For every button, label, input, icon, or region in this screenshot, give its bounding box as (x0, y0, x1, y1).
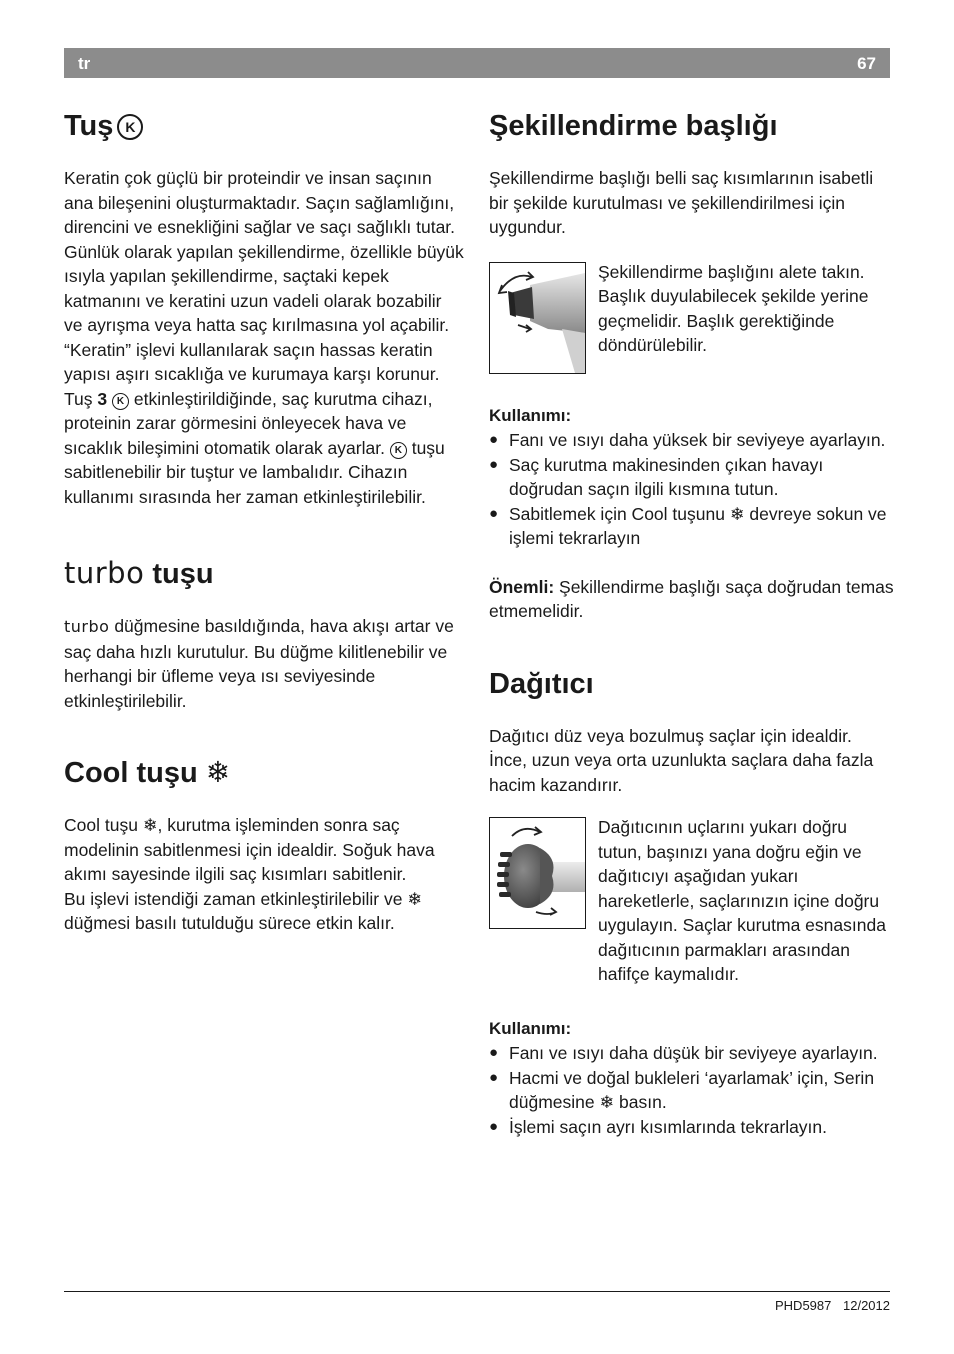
styling-intro: Şekillendirme başlığı belli saç kısımlarının isabetli bir şekilde kurutulması ve şekillendirilmesi için uygundur. (489, 168, 874, 237)
turbo-paragraph: turbo düğmesine basıldığında, hava akışı artar ve saç daha hızlı kurutulur. Bu düğme kilitlenebilir ve herhangi bir üfleme veya ısı seviyesinde etkinleştirilebilir. (64, 616, 454, 711)
left-column (64, 104, 464, 936)
k-symbol-icon: K (117, 114, 143, 140)
styling-figure-text: Şekillendirme başlığını alete takın. Başlık duyulabilecek şekilde yerine geçmelidir. Başlık gerektiğinde döndürülebilir. (598, 261, 869, 355)
page-number: 67 (857, 54, 876, 73)
diffuser-illustration (489, 817, 586, 929)
list-item: ● Saç kurutma makinesinden çıkan havayı doğrudan saçın ilgili kısmına tutun. (489, 453, 894, 502)
styling-figure-row (489, 260, 894, 374)
edition-date: 12/2012 (843, 1298, 890, 1313)
snowflake-icon: ❄ (142, 815, 158, 835)
diffuser-figure-row (489, 815, 894, 987)
list-item: ● Sabitlemek için Cool tuşunu ❄ devreye sokun ve işlemi tekrarlayın (489, 502, 894, 551)
diffuser-usage-list (489, 1041, 894, 1139)
keratin-paragraph-2: Tuş 3 K etkinleştirildiğinde, saç kurutma cihazı, proteinin zarar görmesini önleyecek hava ve sıcaklık bileşimini otomatik olarak ayarlar. K tuşu sabitlenebilir bir tuştur ve lambalıdır. Cihazın kullanımı sırasında her zaman etkinleştirilebilir. (64, 388, 445, 507)
list-item: ● Fanı ve ısıyı daha düşük bir seviyeye ayarlayın. (489, 1041, 894, 1066)
page-header (64, 48, 890, 78)
cool-paragraph: Cool tuşu ❄, kurutma işleminden sonra saç modelinin sabitlenmesi için idealdir. Soğuk hava akımı sayesinde ilgili saç kısımları sabitlenir. (64, 815, 435, 884)
list-item: ● Fanı ve ısıyı daha yüksek bir seviyeye ayarlayın. (489, 428, 894, 453)
section-title-styling-nozzle: Şekillendirme başlığı (489, 110, 778, 142)
right-column (489, 104, 894, 1139)
section-title-diffuser: Dağıtıcı (489, 667, 594, 700)
diffuser-figure-text: Dağıtıcının uçlarını yukarı doğru tutun, başınızı yana doğru eğin ve dağıtıcıyı aşağıdan yukarı hareketlerle, saçlarınızın içine doğru uygulayın. Saçlar kurutma esnasında dağıtıcının parmakları arasından hafifçe kaymalıdır. (598, 817, 886, 984)
language-code: tr (78, 54, 91, 73)
footer-divider (64, 1291, 890, 1292)
list-item: ● İşlemi saçın ayrı kısımlarında tekrarlayın. (489, 1115, 894, 1140)
styling-note: Önemli: Şekillendirme başlığı saça doğrudan temas etmemelidir. (489, 576, 894, 621)
section-title-cool: Cool tuşu ❄ (64, 757, 231, 789)
cool-paragraph-2: Bu işlevi istendiği zaman etkinleştirilebilir ve ❄ düğmesi basılı tutulduğu sürece etkin kalır. (64, 888, 423, 933)
keratin-paragraph: Keratin çok güçlü bir proteindir ve insan saçının ana bileşenini oluşturmaktadır. Saçın sağlamlığını, direncini ve esnekliğini sağlar ve saçı sağlıklı tutar. Günlük olarak yapılan şekillendirme, özellikle büyük ısıyla yapılan şekillendirme, saçtaki kepek katmanını ve keratini uzun vadeli olarak bozabilir ve ayrışma veya hatta saç kırılmasına yol açabilir. “Keratin” işlevi kullanılarak saçın hassas keratin yapısı aşırı sıcaklığa ve kurumaya karşı korunur. (64, 168, 464, 384)
styling-nozzle-illustration (489, 262, 586, 374)
snowflake-icon: ❄ (599, 1092, 615, 1112)
snowflake-icon: ❄ (205, 757, 231, 789)
page-footer (767, 1298, 890, 1313)
snowflake-icon: ❄ (729, 503, 745, 524)
k-symbol-icon: K (112, 393, 129, 410)
styling-usage-list (489, 428, 894, 551)
snowflake-icon: ❄ (407, 888, 423, 909)
styling-usage-label: Kullanımı: (489, 405, 572, 425)
diffuser-intro: Dağıtıcı düz veya bozulmuş saçlar için idealdir. İnce, uzun veya orta uzunlukta saçlara daha fazla hacim kazandırır. (489, 725, 874, 795)
model-number: PHD5987 (775, 1298, 832, 1313)
diffuser-usage-label: Kullanımı: (489, 1018, 572, 1038)
list-item: ● Hacmi ve doğal bukleleri ‘ayarlamak’ için, Serin düğmesine ❄ basın. (489, 1066, 894, 1115)
section-title-turbo: turbo tuşu (64, 556, 214, 590)
k-symbol-icon: K (390, 442, 407, 459)
section-title-tus-k: Tuş K (64, 104, 464, 148)
